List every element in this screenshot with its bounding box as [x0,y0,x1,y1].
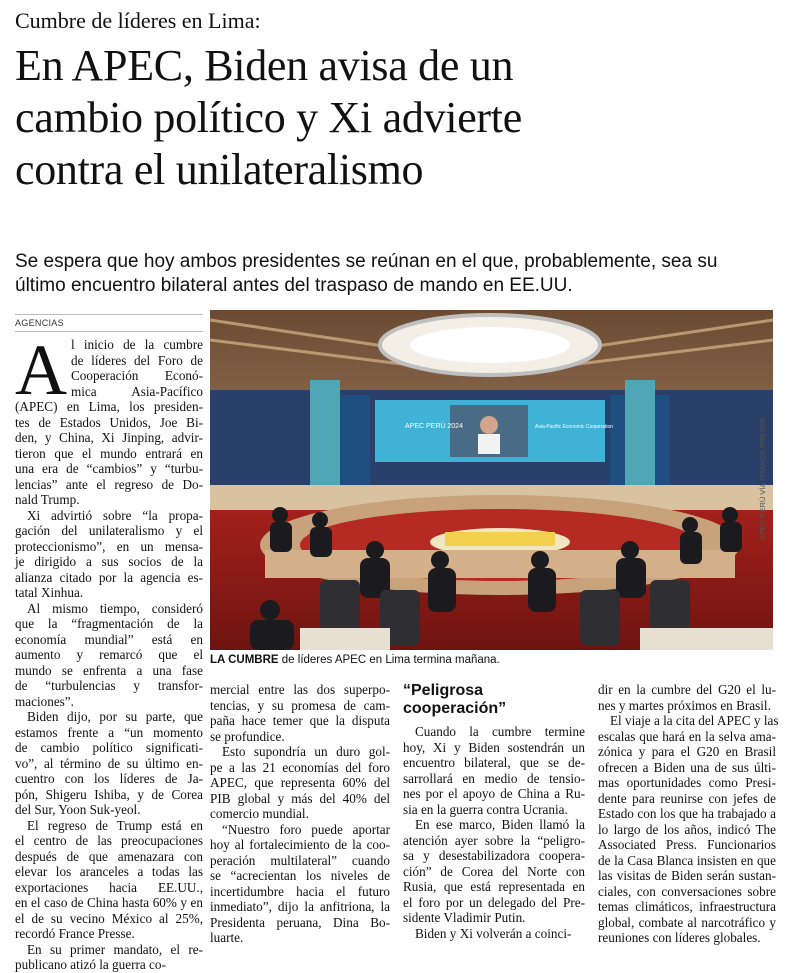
text-line: nes y martes próximos en Brasil. [598,697,771,713]
article-column-3 [403,682,585,941]
headline-line: cambio político y Xi advierte [15,93,522,142]
text-line: las visitas de Biden serán sustan- [598,868,776,883]
text-line: Estado con los que ha trabajado a [598,806,776,821]
paragraph [15,942,203,973]
text-line: elevar los aranceles a todas las [15,864,203,879]
text-line: mundo se enfrenta a una fase [15,662,203,678]
text-line: en el caso de China hasta 60% y en [15,895,203,910]
summit-photo [210,310,773,650]
text-line: lencias” ante el regreso de Do- [15,476,203,492]
kicker: Cumbre de líderes en Lima: [15,8,261,33]
text-line: (APEC) en Lima, los presiden- [15,399,203,414]
photo-caption [210,654,500,666]
text-line: ción” de Corea del Norte con [403,863,585,879]
headline [15,40,780,196]
text-line: dir en la cumbre del G20 el lu- [598,682,776,697]
paragraph [210,682,390,744]
text-line: dente para reunirse con jefes de [598,790,776,806]
caption-lead: LA CUMBRE [210,654,279,666]
subheading-line: “Peligrosa [403,682,484,699]
paragraph [15,709,203,818]
text-line: Al mismo tiempo, consideró [27,600,203,616]
text-line: vo”, al término de su último en- [15,755,203,771]
screen-logo-right: Asia-Pacific Economic Cooperation [535,424,614,430]
text-line: pe a las 21 economías del foro [210,759,390,775]
text-line: zónica y para el G20 en Brasil [598,744,776,759]
text-line: El regreso de Trump está en [27,817,203,833]
text-line: APEC, que representa 60% del [210,775,390,790]
text-line: economía mundial” está en [15,631,203,647]
text-line: nes por el apoyo de China a Ru- [403,786,585,801]
text-line: En ese marco, Biden llamó la [415,817,585,832]
text-line: Biden y Xi volverán a coinci- [415,925,572,941]
paragraph [598,713,779,946]
text-line: ciales, con conversaciones sobre [598,883,776,899]
text-line: comercio mundial. [210,806,309,821]
paragraph [15,601,203,710]
text-line: luarte. [210,930,244,945]
text-line: proteccionismo”, en un mensa- [15,538,203,554]
text-line: el foro por un delegado del Pre- [403,894,585,910]
screen-logo-left: APEC PERÚ 2024 [405,423,463,430]
text-line: tieron que el mundo entrará en [15,445,203,461]
text-line: de cambio político significati- [15,740,203,755]
deck [15,250,780,298]
text-line: se profundice. [210,728,285,744]
text-line: de “turbulencias y transfor- [15,678,203,693]
text-line: global, combate al narcotráfico y [598,914,776,930]
text-line: atención ayer sobre la “peligro- [403,832,585,848]
text-line: hoy al fortalecimiento de la coo- [210,837,390,852]
text-line: mas oportunidades como Presi- [598,775,776,790]
text-line: nald Trump. [15,492,80,507]
text-line: hoy, Xi y Biden sostendrán un [403,739,585,755]
paragraph [210,822,390,946]
text-line: tatal Xinhua. [15,585,84,600]
text-line: paña hace temer que la disputa [210,713,390,728]
text-line: l inicio de la cumbre [71,337,203,352]
text-line: lo largo de los años, indicó The [598,821,776,837]
text-line: el centro de las preocupaciones [15,833,203,848]
text-line: del Sur, Yoon Suk-yeol. [15,802,141,817]
text-line: alianza citado por la agencia es- [15,569,203,585]
paragraph [403,724,585,817]
text-line: ofrecen a Biden una de sus últi- [598,759,776,775]
article-column-1 [15,330,203,973]
text-line: temas climáticos, infraestructura [598,899,776,914]
summit-photo-illustration [210,310,773,650]
text-line: sarrollará en medio de tensio- [403,770,585,786]
paragraph [403,926,585,942]
text-line: estamos frente a “un momento [15,724,203,740]
text-line: reuniones con líderes globales. [598,930,761,945]
text-line: Biden dijo, por su parte, que [27,709,203,724]
text-line: incertidumbre hacia el futuro [210,883,390,899]
text-line: maciones”. [15,693,74,709]
paragraph [403,817,585,926]
paragraph [15,330,203,508]
paragraph [598,682,776,713]
text-line: se “acrecientan los niveles de [210,868,390,883]
paragraph [15,508,203,601]
text-line: “Nuestro foro puede aportar [222,821,390,837]
photo-credit: APEC PERÚ VÍA FRANCE PRESSE [758,417,767,540]
text-line: publicano atizó la guerra co- [15,957,166,972]
text-line: aumento y remarcó que el [15,647,203,662]
headline-line: En APEC, Biden avisa de un [15,41,514,90]
text-line: exportaciones hacia EE.UU., [15,879,203,895]
text-line: escalas que hará en la selva ama- [598,728,776,744]
article-column-2 [210,682,390,946]
paragraph [210,744,390,822]
text-line: después de que amenazara con [15,848,203,864]
text-line: PIB global y más del 40% del [210,790,390,806]
headline-line: contra el unilateralismo [15,145,424,194]
text-line: El viaje a la cita del APEC y las [610,713,779,728]
text-line: tencias, y su promesa de cam- [210,697,390,713]
text-line: Presidenta peruana, Dina Bo- [210,914,390,930]
subheading [403,682,585,718]
text-line: sia en la guerra contra Ucrania. [403,801,568,817]
text-line: Esto supondría un duro gol- [222,744,390,759]
text-line: peración multilateral” cuando [210,852,390,868]
text-line: den, y China, Xi Jinping, advir- [15,430,203,445]
caption-text: de líderes APEC en Lima termina mañana. [278,654,500,666]
text-line: Associated Press. Funcionarios [598,837,776,852]
text-line: sa y desestabilizadora coopera- [403,848,585,863]
deck-line: Se espera que hoy ambos presidentes se reúnan en el que, probablemente, sea su [15,251,718,272]
text-line: inmediato”, dijo la anfitriona, la [210,899,390,914]
text-line: sidente Vladimir Putin. [403,910,526,925]
text-line: Cuando la cumbre termine [415,724,585,739]
text-line: recordó France Presse. [15,926,135,941]
text-line: Rusia, que está representada en [403,879,585,894]
article-column-4 [598,682,779,946]
source-label: AGENCIAS [15,314,203,332]
text-line: de la Casa Blanca insisten en que [598,852,776,868]
text-line: pón, Shigeru Ishiba, y de Corea [15,786,203,802]
text-line: de líderes del Foro de [71,352,203,368]
text-line: el de su vecino México al 25%, [15,910,203,926]
text-line: Xi advirtió sobre “la propa- [27,507,203,523]
text-line: mica Asia-Pacífico [71,383,203,399]
text-line: que la “fragmentación de la [15,616,203,631]
text-line: je dirigido a sus socios de la [15,554,203,569]
text-line: encuentro bilateral, que se de- [403,755,585,770]
subheading-line: cooperación” [403,700,507,717]
article-column-3-body [403,724,585,941]
text-line: cuentro con los líderes de Ja- [15,771,203,786]
text-line: Cooperación Econó- [71,368,203,383]
text-line: tes de Estados Unidos, Joe Bi- [15,414,203,430]
drop-cap: A [15,330,67,410]
text-line: una era de “cambios” y “turbu- [15,461,203,476]
text-line: gación del unilateralismo y el [15,523,203,538]
paragraph [15,818,203,942]
text-line: mercial entre las dos superpo- [210,682,390,697]
deck-line: último encuentro bilateral antes del traspaso de mando en EE.UU. [15,275,573,296]
text-line: En su primer mandato, el re- [27,941,203,957]
